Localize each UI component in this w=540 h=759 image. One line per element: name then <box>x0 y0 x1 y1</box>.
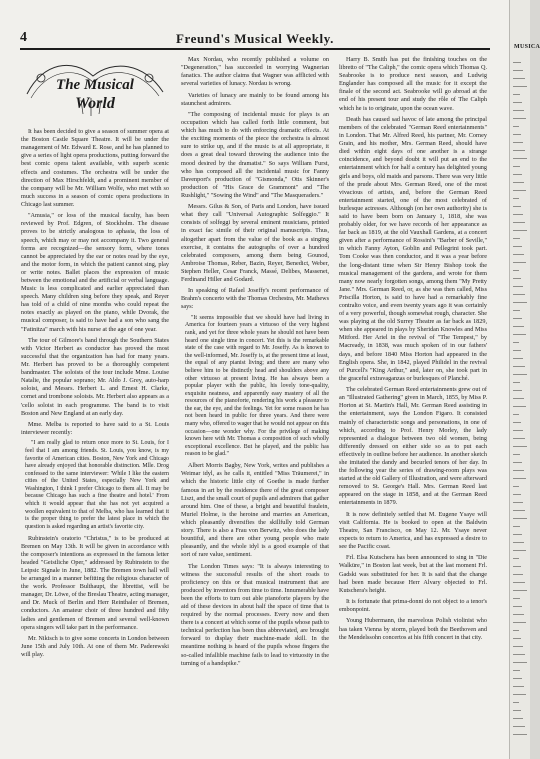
edge-text-line <box>513 430 523 431</box>
edge-text-line <box>513 318 522 319</box>
edge-text-line <box>513 174 522 175</box>
edge-text-line <box>513 206 521 207</box>
edge-text-line <box>513 598 520 599</box>
edge-text-line <box>513 134 521 135</box>
edge-text-line <box>513 606 522 607</box>
edge-text-line <box>513 694 526 695</box>
page-title: Freund's Musical Weekly. <box>175 31 335 46</box>
edge-text-line <box>513 478 526 479</box>
edge-text-line <box>513 422 521 423</box>
paragraph: In speaking of Rafael Joseffy's recent performance of Brahm's concerto with the Thomas Orchestra, Mr. Mathews says: <box>181 287 329 311</box>
edge-text-line <box>513 62 521 63</box>
svg-text:World: World <box>75 95 115 112</box>
edge-text-line <box>513 534 522 535</box>
page-header <box>20 30 490 46</box>
edge-text-line <box>513 486 519 487</box>
paragraph: Harry B. Smith has put the finishing touches on the libretto of "The Caliph," the comic opera which Thomas Q. Seabrooke is to produce next season, and Ludwig Englander has composed all the music for it except the finale of the second act. Seabrooke will go abroad at the end of his present tour and study the rôle of The Caliph which he is to originate, upon the ocean wave. <box>339 56 487 112</box>
paragraph: It has been decided to give a season of summer opera at the Boston Castle Square Theatre. It will be under the management of Mr. Edward E. Rose, and he has planned to give a series of light opera productions, putting forward the best comic opera talent available, with superb scenic effects and costumes. The orchestra will be under the direction of Max Hirschfeldt, and a prominent member of the company will be Mr. William Wolfe, who met with so much success in a season of comic opera productions in Chicago last summer. <box>21 128 169 208</box>
edge-text-line <box>513 510 525 511</box>
edge-text-line <box>513 110 524 111</box>
paragraph: "The composing of incidental music for plays is an occupation which has called forth little comment, but which has much to do with enforcing dramatic effects. At the exciting moments of the piece the orchestra is almost sure to strike up, and if the music is at all appropriate, it does a great deal toward throwing the audience into the mood desired by the dramatist." So says William Furst, who has composed all the incidental music for Fanny Davenport's production of "Gismonda," Otis Skinner's production of "His Grace de Grammont" and "The Rushlight," "Sowing the Wind" and "The Masqueraders." <box>181 110 329 199</box>
edge-text-line <box>513 526 520 527</box>
edge-text-line <box>513 566 521 567</box>
edge-text-line <box>513 558 519 559</box>
edge-text-line <box>513 390 522 391</box>
edge-text-line <box>513 726 525 727</box>
edge-text-line <box>513 214 523 215</box>
edge-text-line <box>513 670 520 671</box>
edge-text-line <box>513 502 523 503</box>
paragraph: Young Hubermann, the marvelous Polish violinist who has taken Vienna by storm, played both the Beethoven and the Mendelssohn concertos at his fifth concert in that city. <box>339 617 487 641</box>
header-rule <box>20 48 490 50</box>
column-right <box>339 56 487 645</box>
edge-text-line <box>513 118 526 119</box>
edge-text-line <box>513 438 525 439</box>
paragraph: Death has caused sad havoc of late among the principal members of the celebrated "German Reed entertainments" in London. That Mr. Alfred Reed, his partner, Mr. Corney Grain, and his mother, Mrs. German Reed, should have died within eight days of one another is a strange coincidence, and beyond doubt it will put an end to the entertainment which for half a century has delighted young girls and boys, old maids and parsons. There was very little of the prude about Mrs. German Reed, one of the most vivacious of artists, and, before the German Reed entertainment started, one of the most celebrated of burlesque actresses. Although (on her own authority) she is said to have been born on January 1, 1818, she was probably older, for we have records of her appearance as far back as 1819, at the old Vauxhall Gardens, at a concert given after a performance of Rossini's "Barber of Seville," in which Fanny Ayton, Goblin and Pellegrini took part. Tom Cooke was then conductor, and it was a year before the long-distant time when Sir Henry Bishop took the musical management of the gardens, and wrote for them many now nearly forgotten songs, among them "My Pretty Jane." Mrs. German Reed, or, as she was then called, Miss Priscilla Horton, is said to have had a remarkably fine contralto voice, and even twenty years ago it was certainly of a very powerful, though somewhat rough, character. She was playing at the old Surrey Theatre as far back as 1829, when she appeared in plays by Sheridan Knowles and Miss Mitford. Her Ariel in the revival of "The Tempest," by Macready, in 1838, was much spoken of in our fathers' days, and before 1840 Miss Horton had appeared in the English opera. She, in 1842, played Philidel in the revival of Purcell's "King Arthur," and, later on, she took part in the graceful extravaganzas or burlesques of Planché. <box>339 115 487 382</box>
edge-text-line <box>513 182 524 183</box>
edge-text-line <box>513 198 519 199</box>
edge-text-line <box>513 222 525 223</box>
edge-text-line <box>513 734 527 735</box>
edge-text-line <box>513 374 527 375</box>
edge-text-line <box>513 126 519 127</box>
adjacent-page-title: MUSICA <box>514 44 540 50</box>
edge-text-line <box>513 94 520 95</box>
edge-text-line <box>513 718 523 719</box>
paragraph: It is now definitely settled that M. Eugene Ysaye will visit California. He is booked to open at the Baldwin Theatre, San Francisco, on May 12. Mr. Ysaye never expects to return to America, and has expressed a desire to see the Pacific coast. <box>339 510 487 551</box>
edge-text-line <box>513 582 525 583</box>
paragraph: Mr. Nikisch is to give some concerts in London between June 15th and July 10th. At one of them Mr. Paderewski will play. <box>21 634 169 659</box>
edge-text-line <box>513 622 526 623</box>
column-middle <box>181 56 329 671</box>
edge-text-line <box>513 158 527 159</box>
quotation: "It seems impossible that we should have had living in America for fourteen years a virtuoso of the very highest rank, and yet for three whole years he should not have been heard one single time in concert. Yet this is the remarkable state of the case with regard to Mr. Joseffy. As is known to the well-informed, Mr. Joseffy is, at the present time at least, the equal of any pianist living; and there are many who believe him to be distinctly head and shoulders above any other virtuoso at present living. He has always been a popular player with the public, his lovely tone-quality, exquisite neatness, and apparently easy mastery of all the resources of the pianoforte, rendering his work a pleasure to the ear, the eye, and the feelings. Yet for some reason he has not been heard in public for three years. And there were many who, offered to wager that he would not appear on this occasion—one wonder why. For the privilege of making known here with Mr. Thomas a composition of such wholly exceptional excellence. But he played, and the public has reason to be glad." <box>185 314 329 458</box>
paragraph: It is fortunate that prima-donni do not object to a tenor's embonpoint. <box>339 598 487 614</box>
edge-text-line <box>513 150 525 151</box>
edge-text-line <box>513 662 527 663</box>
edge-text-line <box>513 462 522 463</box>
paragraph: The tour of Gilmore's band through the Southern States with Victor Herbert as conductor has proved the most successful that the organization has had for many years. Mr. Herbert has proved to be a thoroughly competent bandmaster. The soloists of the tour include Mme. Louise Natalie, the popular soprano; Mr. Aldo J. Grey, auto-harp soloist, and Messrs. Herbert L. and Ernest H. Clarke, cornet and trombone soloists. Mr. Herbert also appears as a 'cello soloist in each programme. The band is to visit Boston and New England at an early day. <box>21 336 169 417</box>
edge-text-line <box>513 678 522 679</box>
edge-text-line <box>513 310 520 311</box>
edge-text-line <box>513 190 526 191</box>
edge-text-line <box>513 78 525 79</box>
paragraph: Max Nordau, who recently published a volume on "Degeneration," has succeeded in worrying Wagnerian fanatics. The author claims that Wagner was afflicted with several varieties of lunacy. Nordau is wrong. <box>181 56 329 88</box>
page-number: 4 <box>20 30 27 45</box>
edge-text-line <box>513 302 527 303</box>
edge-text-line <box>513 326 524 327</box>
musical-world-masthead <box>21 56 169 120</box>
edge-text-line <box>513 614 524 615</box>
paragraph: Rubinstein's oratorio "Christus," is to be produced at Bremen on May 13th. It will be given in accordance with the composer's intentions as expressed in the famous letter headed "Geistliche Oper," addressed by Rubinstein to the Leipsic Signale in June, 1882. The Bremen town hall will be arranged in a manner befitting the religious character of the work. Professor Bulthaupt, the librettist, will be manager, Dr. Löwe, of the Breslau Theatre, acting manager, and Dr. Muck of Berlin and Herr Reinthaler of Bremen, conductors. An amateur choir of three hundred and fifty ladies and gentlemen of Bremen and several well-known opera singers will take part in the performance. <box>21 534 169 631</box>
edge-text-line <box>513 334 526 335</box>
paragraph: Albert Morris Bagby, New York, writes and publishes a Weimar idyl, as he calls it, entitled "Miss Träumerei," in which the historic little city of Goethe is made further famous in art by the residence there of the great composer Liszt, and the small court of pupils and admirers that gather around him. One of these, a bright and beautiful fraulein, Muriel Holme, is the heroine and marries an American, which pleasantly diversifies the skillfully told German story. There is also a Frau von Berwitz, who does the lady bountiful, and there are other young people who mate pleasantly, and the whole idyl is a good example of that sort of rare value, sentiment. <box>181 462 329 559</box>
edge-text-line <box>513 518 527 519</box>
paragraph: "Amusia," or loss of the musical faculty, has been reviewed by Prof. Edgren, of Stockholm. The disease proves to be strictly analogous to aphasia, the loss of speech, which may or may not accompany it. Two general forms are recognized—the sensory form, where tones cannot be appreciated by the ear or notes read by the eye, and the motor form, in which the patient cannot sing, play or write notes. Ballet places the expression of music between the emotional and the artificial or verbal language. Music is less complicated and earlier appreciated than speech. Many children sing before they speak, and Reyer has told of a child of nine months who could repeat the notes exactly as played on the piano, while Dvorak, the musical composer, is said to have had a son who sang the "Fatinitza" march with his nurse at the age of one year. <box>21 212 169 333</box>
edge-text-line <box>513 366 525 367</box>
paragraph: Mme. Melba is reported to have said to a St. Louis interviewer recently: <box>21 420 169 437</box>
paragraph: Varieties of lunacy are mainly to be found among his staunchest admirers. <box>181 91 329 107</box>
edge-text-line <box>513 494 521 495</box>
edge-text-line <box>513 542 524 543</box>
edge-text-line <box>513 446 527 447</box>
edge-text-line <box>513 246 522 247</box>
svg-text:The Musical: The Musical <box>56 77 134 93</box>
edge-text-line <box>513 286 523 287</box>
edge-text-line <box>513 702 519 703</box>
paragraph: The celebrated German Reed entertainments grew out of an "Illustrated Gathering" given in March, 1855, by Miss P. Horton at St. Martin's Hall, Mr. German Reed assisting in the entertainment, says the London Figaro. It consisted mainly of characteristic songs and personations, in one of which, according to Prof. Henry Morley, the lady represented a dialogue between two old women, being differently dressed on either side so as to put each effectively in outline before her audience. In another sketch she imitated the dandy and becurled tenors of her day. In the following year the series of drawing-room plays was started at the old Gallery of Illustration, and were afterward removed to St. George's Hall. Mrs. German Reed last appeared on the stage in 1858, and at the German Reed entertainments in 1879. <box>339 386 487 507</box>
edge-text-line <box>513 342 519 343</box>
edge-text-line <box>513 270 519 271</box>
quotation: "I am really glad to return once more to St. Louis, for I feel that I am among friends. St. Louis, you know, is my favorite of American cities. Boston, New York and Chicago have already enjoyed that honorable distinction. Mlle. Drog confessed to the same interviewer: 'While I like the eastern cities of the United States, especially New York and Washington, I think I prefer Chicago to them all. It may be because Chicago has such a fine theatre and hotel.' From which it would appear that she has not yet acquired a woollen equivalent to that of Melba, who has learned that it is the proper thing to prefer the latest place in which the question is asked regarding an artist's favorite city. <box>25 440 169 530</box>
edge-text-line <box>513 630 519 631</box>
edge-text-line <box>513 166 520 167</box>
edge-text-line <box>513 414 519 415</box>
edge-text-line <box>513 646 523 647</box>
edge-text-line <box>513 470 524 471</box>
edge-text-line <box>513 654 525 655</box>
edge-text-line <box>513 406 526 407</box>
paragraph: Messrs. Gilus & Son, of Paris and London, have issued what they call "Universal Autographic Solfeggio." It consists of solfeggi by several eminent musicians, printed in exact fac simile of their original manuscripts. Thus, altogether apart from the value of the book as a singing exercise, it contains the autographs of over a hundred celebrated composers, among them being Gounod, Ambroise Thomas, Reber, Bazin, Reyer, Benedict, Weber, Stephen Heller, Cesar Franck, Massé, Delibes, Massenet, Ferdinand Hiller and Godard. <box>181 203 329 283</box>
edge-text-line <box>513 254 524 255</box>
edge-text-line <box>513 550 526 551</box>
edge-text-line <box>513 350 521 351</box>
edge-text-line <box>513 70 523 71</box>
edge-text-line <box>513 710 521 711</box>
edge-text-line <box>513 454 520 455</box>
adjacent-page-edge <box>509 0 540 759</box>
edge-text-line <box>513 398 524 399</box>
edge-text-line <box>513 238 520 239</box>
paragraph: Frl. Elsa Kutschera has been announced to sing in "Die Walküre," in Boston last week, but at the last moment Frl. Gadski was substituted for her. It is said that the change had been made because Herr Alvary objected to Frl. Kutschera's height. <box>339 554 487 594</box>
edge-text-line <box>513 142 523 143</box>
edge-text-line <box>513 262 526 263</box>
edge-text-line <box>513 590 527 591</box>
edge-text-line <box>513 102 522 103</box>
edge-text-line <box>513 358 523 359</box>
column-left <box>21 56 169 662</box>
edge-text-line <box>513 86 527 87</box>
edge-text-line <box>513 686 524 687</box>
edge-text-line <box>513 382 520 383</box>
edge-text-line <box>513 278 521 279</box>
edge-text-line <box>513 574 523 575</box>
edge-text-line <box>513 638 521 639</box>
edge-text-line <box>513 294 525 295</box>
paragraph: The London Times says: "It is always interesting to witness the successful results of the short roads to proficiency on this or that musical instrument that are produced by inventors from time to time. Innumerable have been the efforts to turn out able pianoforte players by the aid of these devices in about half the space of time that is required by the normal processes. Every now and then there is a concert at which some of the pupils whose path to technical perfection has been thus abbreviated, are brought forward to display their machine-made skill. In the meantime nothing is heard of the pupils whose fingers the so-called infallible machine fails to lead to virtuosity in the turning of a handspike." <box>181 562 329 667</box>
edge-text-line <box>513 230 527 231</box>
